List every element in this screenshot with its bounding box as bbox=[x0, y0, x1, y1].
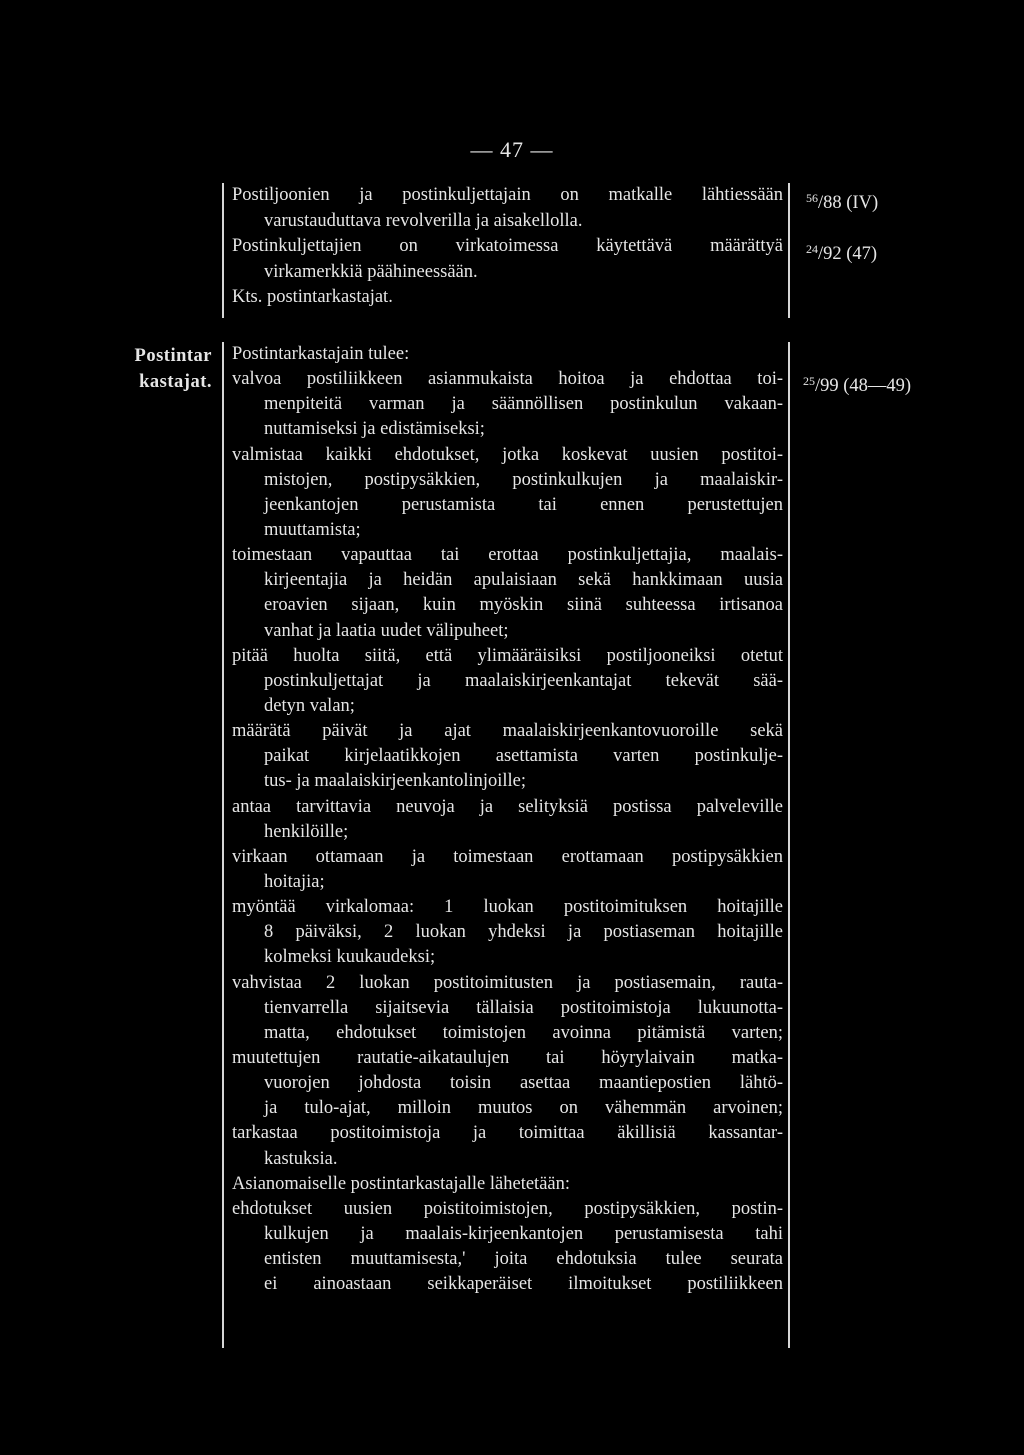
text-line: valmistaa kaikki ehdotukset, jotka koskevat uusien postitoi- bbox=[232, 444, 783, 465]
text-line: henkilöille; bbox=[264, 821, 349, 842]
text-line: paikat kirjelaatikkojen asettamista varten postinkulje- bbox=[264, 746, 783, 767]
text-line: muuttamista; bbox=[264, 519, 361, 540]
text-line: kastuksia. bbox=[264, 1148, 338, 1169]
text-line: määrätä päivät ja ajat maalaiskirjeenkantovuoroille sekä bbox=[232, 721, 783, 742]
text-line: menpiteitä varman ja säännöllisen postinkulun vakaan- bbox=[264, 394, 783, 415]
section-heading-line: kastajat. bbox=[139, 371, 212, 392]
text-line: tarkastaa postitoimistoja ja toimittaa äkillisiä kassantar- bbox=[232, 1123, 783, 1144]
text-line: Asianomaiselle postintarkastajalle lähetetään: bbox=[232, 1173, 571, 1194]
text-line: varustauduttava revolverilla ja aisakellolla. bbox=[264, 210, 583, 231]
text-line: Postintarkastajain tulee: bbox=[232, 344, 410, 364]
text-line: vanhat ja laatia uudet välipuheet; bbox=[264, 620, 509, 641]
text-line: toimestaan vapauttaa tai erottaa postinkuljettajia, maalais- bbox=[232, 545, 783, 566]
reference-text: /92 (47) bbox=[818, 244, 878, 264]
section-heading-line: Postintar bbox=[134, 346, 212, 366]
reference-number: 25 bbox=[803, 374, 815, 388]
main-text-block bbox=[222, 342, 790, 1348]
margin-reference bbox=[806, 237, 877, 267]
text-line: eroavien sijaan, kuin myöskin siinä suhteessa irtisanoa bbox=[264, 595, 783, 616]
text-line: Postiljoonien ja postinkuljettajain on matkalle lähtiessään bbox=[232, 185, 783, 205]
reference-number: 24 bbox=[806, 242, 818, 256]
text-line: tus- ja maalaiskirjeenkantolinjoille; bbox=[264, 771, 527, 792]
text-line: hoitajia; bbox=[264, 871, 325, 892]
text-line: postinkuljettajat ja maalaiskirjeenkantajat tekevät sää- bbox=[264, 670, 783, 691]
page-number: — 47 — bbox=[470, 137, 554, 162]
text-line: ja tulo-ajat, milloin muutos on vähemmän arvoinen; bbox=[264, 1098, 783, 1119]
text-line: muutettujen rautatie-aikataulujen tai höyrylaivain matka- bbox=[232, 1047, 783, 1068]
text-line: virkaan ottamaan ja toimestaan erottamaan postipysäkkien bbox=[232, 846, 783, 867]
text-line: entisten muuttamisesta,' joita ehdotuksia tulee seurata bbox=[264, 1249, 783, 1270]
text-line: kirjeentajia ja heidän apulaisiaan sekä hankkimaan uusia bbox=[264, 570, 783, 591]
text-line: valvoa postiliikkeen asianmukaista hoitoa ja ehdottaa toi- bbox=[232, 369, 783, 390]
reference-text: /88 (IV) bbox=[818, 193, 879, 213]
margin-reference bbox=[803, 369, 911, 399]
text-line: virkamerkkiä päähineessään. bbox=[264, 261, 478, 282]
text-line: detyn valan; bbox=[264, 695, 355, 716]
reference-text: /99 (48—49) bbox=[815, 376, 912, 396]
text-line: 8 päiväksi, 2 luokan yhdeksi ja postiaseman hoitajille bbox=[264, 922, 783, 943]
margin-reference bbox=[806, 186, 878, 216]
reference-number: 56 bbox=[806, 191, 818, 205]
text-line: vuorojen johdosta toisin asettaa maantiepostien lähtö- bbox=[264, 1073, 783, 1094]
text-line: kolmeksi kuukaudeksi; bbox=[264, 947, 436, 968]
text-line: tienvarrella sijaitsevia tällaisia postitoimistoja lukuunotta- bbox=[264, 997, 783, 1018]
text-line: myöntää virkalomaa: 1 luokan postitoimituksen hoitajille bbox=[232, 897, 783, 918]
text-line: antaa tarvittavia neuvoja ja selityksiä postissa palveleville bbox=[232, 796, 783, 817]
text-line: matta, ehdotukset toimistojen avoinna pitämistä varten; bbox=[264, 1022, 783, 1043]
text-line: vahvistaa 2 luokan postitoimitusten ja postiasemain, rauta- bbox=[232, 972, 783, 993]
text-line: ei ainoastaan seikkaperäiset ilmoitukset postiliikkeen bbox=[264, 1274, 783, 1295]
text-line: Postinkuljettajien on virkatoimessa käytettävä määrättyä bbox=[232, 236, 783, 256]
text-line: jeenkantojen perustamista tai ennen perustettujen bbox=[264, 494, 783, 515]
text-line: nuttamiseksi ja edistämiseksi; bbox=[264, 419, 485, 440]
section-heading bbox=[0, 344, 212, 395]
text-line: mistojen, postipysäkkien, postinkulkujen ja maalaiskir- bbox=[264, 469, 783, 490]
text-line: Kts. postintarkastajat. bbox=[232, 287, 393, 307]
top-text-block bbox=[222, 183, 790, 318]
text-line: kulkujen ja maalais-kirjeenkantojen perustamisesta tahi bbox=[264, 1223, 783, 1244]
text-line: ehdotukset uusien poistitoimistojen, postipysäkkien, postin- bbox=[232, 1198, 783, 1219]
text-line: pitää huolta siitä, että ylimääräisiksi postiljooneiksi otetut bbox=[232, 645, 783, 666]
